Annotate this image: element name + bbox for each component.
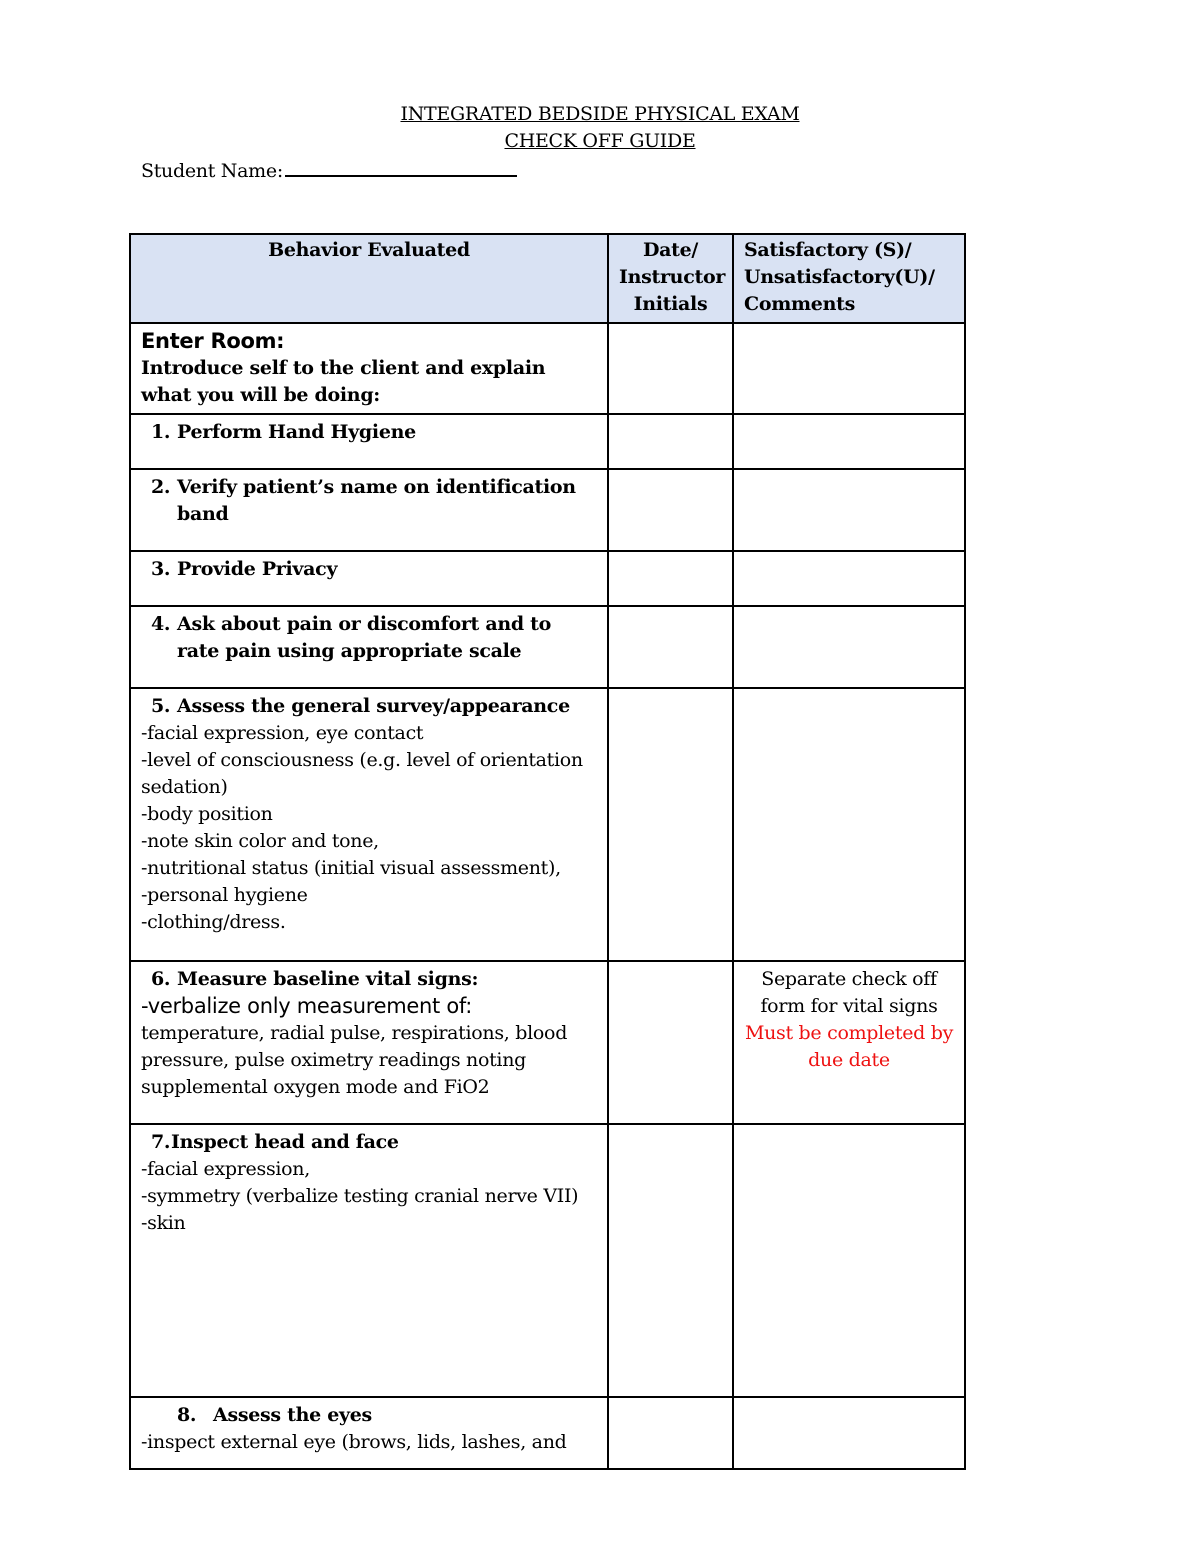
document-subtitle: CHECK OFF GUIDE <box>504 130 696 152</box>
table-row <box>130 961 965 1124</box>
header-date-initials: Date/ Instructor Initials <box>608 234 733 323</box>
item-6-cell: 6. Measure baseline vital signs: -verbalize only measurement of: temperature, radial pulse, respirations, blood pressure, pulse oximetry readings noting supplemental oxygen mode and FiO2 <box>130 961 608 1124</box>
due-date-note: Must be completed by due date <box>744 1022 954 1071</box>
comment-cell[interactable] <box>733 606 965 688</box>
table-header-row <box>130 234 965 323</box>
comment-cell[interactable] <box>733 414 965 469</box>
comment-cell[interactable] <box>733 688 965 961</box>
header-behavior: Behavior Evaluated <box>130 234 608 323</box>
table-row <box>130 688 965 961</box>
date-cell[interactable] <box>608 1397 733 1469</box>
item-1-cell: 1. Perform Hand Hygiene <box>130 414 608 469</box>
student-name-label: Student Name: <box>141 160 283 182</box>
comment-cell[interactable] <box>733 551 965 606</box>
checkoff-table <box>129 233 966 1470</box>
table-row <box>130 551 965 606</box>
table-row <box>130 323 965 414</box>
date-cell[interactable] <box>608 551 733 606</box>
table-row <box>130 606 965 688</box>
table-row <box>130 469 965 551</box>
document-title: INTEGRATED BEDSIDE PHYSICAL EXAM <box>400 103 800 125</box>
table-row <box>130 414 965 469</box>
comment-cell[interactable] <box>733 1124 965 1397</box>
comment-cell[interactable] <box>733 469 965 551</box>
enter-room-heading: Enter Room: <box>141 329 285 353</box>
date-cell[interactable] <box>608 606 733 688</box>
item-8-cell: 8. Assess the eyes -inspect external eye (brows, lids, lashes, and <box>130 1397 608 1469</box>
date-cell[interactable] <box>608 469 733 551</box>
item-7-cell: 7.Inspect head and face -facial expression, -symmetry (verbalize testing cranial nerve VII) -skin <box>130 1124 608 1397</box>
item-2-cell: 2. Verify patient’s name on identification band <box>130 469 608 551</box>
date-cell[interactable] <box>608 961 733 1124</box>
enter-room-cell <box>130 323 608 414</box>
student-name-field[interactable] <box>141 155 517 184</box>
date-cell[interactable] <box>608 414 733 469</box>
date-cell[interactable] <box>608 323 733 414</box>
verbalize-note: -verbalize only measurement of: <box>141 994 473 1018</box>
date-cell[interactable] <box>608 1124 733 1397</box>
date-cell[interactable] <box>608 688 733 961</box>
table-row <box>130 1397 965 1469</box>
student-name-blank[interactable] <box>285 155 517 177</box>
header-satisfactory: Satisfactory (S)/ Unsatisfactory(U)/ Comments <box>733 234 965 323</box>
table-row <box>130 1124 965 1397</box>
vital-signs-note: Separate check off form for vital signs <box>760 968 938 1017</box>
comment-cell[interactable] <box>733 323 965 414</box>
comment-cell[interactable] <box>733 1397 965 1469</box>
comment-cell[interactable] <box>733 961 965 1124</box>
item-3-cell: 3. Provide Privacy <box>130 551 608 606</box>
item-5-cell: 5. Assess the general survey/appearance -facial expression, eye contact -level of consciousness (e.g. level of orientation sedation) -body position -note skin color and tone, -nutritional status (initial visual assessment), -personal hygiene -clothing/dress. <box>130 688 608 961</box>
item-4-cell: 4. Ask about pain or discomfort and to rate pain using appropriate scale <box>130 606 608 688</box>
enter-room-text: Introduce self to the client and explain what you will be doing: <box>141 357 546 406</box>
